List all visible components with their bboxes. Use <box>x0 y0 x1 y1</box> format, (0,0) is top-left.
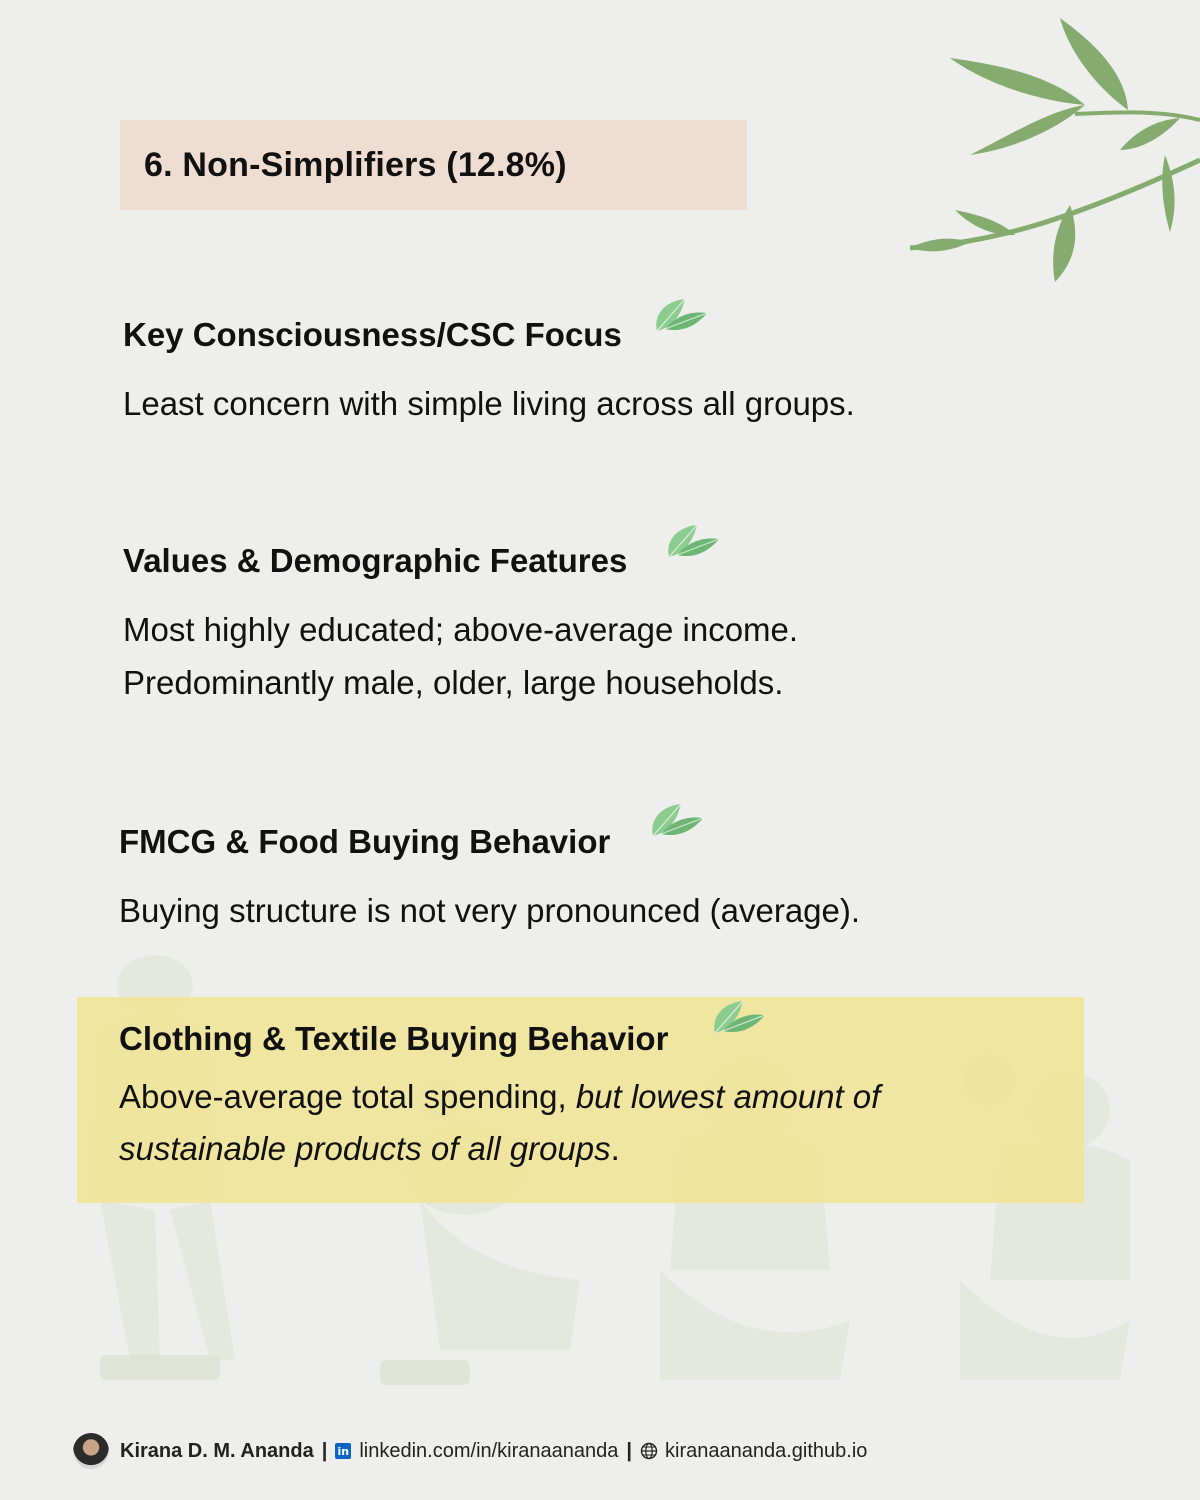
section-heading-text: FMCG & Food Buying Behavior <box>119 823 611 860</box>
section-clothing-textile-highlight <box>77 997 1084 1203</box>
avatar <box>73 1433 109 1469</box>
linkedin-icon: in <box>335 1443 351 1459</box>
section-csc-focus <box>123 315 855 430</box>
section-heading <box>123 541 627 581</box>
section-text-line-2: Predominantly male, older, large households. <box>123 664 784 701</box>
section-heading <box>119 1019 668 1059</box>
text-italic-2: sustainable products of all groups <box>119 1130 611 1167</box>
leaf-icon <box>663 521 721 563</box>
text-plain: Above-average total spending, <box>119 1078 576 1115</box>
section-text-line-1: Most highly educated; above-average income. <box>123 611 799 648</box>
title-card <box>120 120 747 210</box>
text-end: . <box>610 1130 620 1167</box>
leaf-icon <box>647 800 705 842</box>
section-heading-text: Clothing & Textile Buying Behavior <box>119 1020 669 1057</box>
section-text <box>119 1071 1084 1175</box>
section-text: Buying structure is not very pronounced (average). <box>119 892 861 929</box>
page-title: 6. Non-Simplifiers (12.8%) <box>144 145 567 184</box>
text-italic-1: but lowest amount of <box>575 1078 881 1115</box>
section-text: Least concern with simple living across all groups. <box>123 385 855 422</box>
section-fmcg-food <box>119 822 860 937</box>
author-name: Kirana D. M. Ananda <box>120 1439 314 1462</box>
branch-decoration-icon <box>910 10 1200 295</box>
linkedin-link[interactable]: linkedin.com/in/kiranaananda <box>359 1439 619 1462</box>
footer <box>73 1432 867 1470</box>
separator: | <box>321 1439 328 1462</box>
separator: | <box>626 1439 633 1462</box>
section-heading <box>119 822 610 862</box>
section-heading <box>123 315 622 355</box>
website-link[interactable]: kiranaananda.github.io <box>665 1439 868 1462</box>
leaf-icon <box>709 997 767 1039</box>
globe-icon <box>640 1442 658 1460</box>
section-values-demographics <box>123 541 798 709</box>
section-heading-text: Key Consciousness/CSC Focus <box>123 316 622 353</box>
leaf-icon <box>651 295 709 337</box>
section-heading-text: Values & Demographic Features <box>123 542 628 579</box>
